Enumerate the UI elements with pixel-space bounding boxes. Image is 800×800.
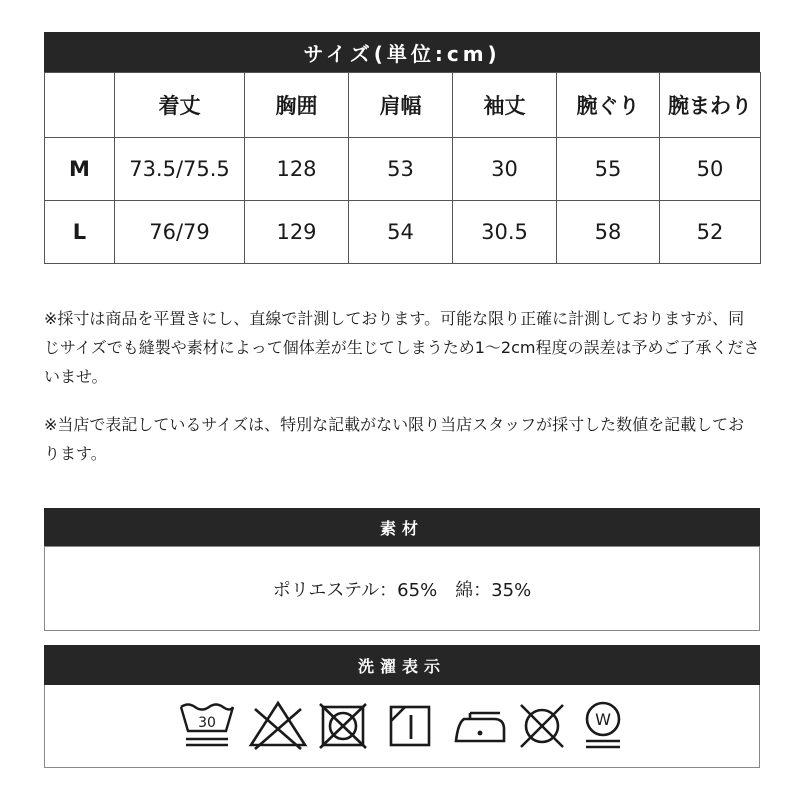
no-bleach-icon bbox=[247, 699, 309, 753]
material-text: ポリエステル：65% 綿：35% bbox=[272, 579, 532, 601]
corner-cell bbox=[45, 73, 115, 138]
measurement-note: ※採寸は商品を平置きにし、直線で計測しております。可能な限り正確に計測しておりますが、同じサイズでも縫製や素材によって個体差が生じてしまうため1～2cm程度の誤差は予めご了承くださいませ。 bbox=[44, 309, 760, 386]
wet-clean-gentle-icon bbox=[578, 699, 628, 753]
material-box bbox=[44, 546, 760, 631]
table-cell: 58 bbox=[557, 201, 660, 264]
material-title: 素材 bbox=[44, 508, 760, 546]
drip-dry-shade-icon bbox=[385, 699, 435, 753]
table-cell: 30.5 bbox=[453, 201, 557, 264]
column-header-sleeve: 袖丈 bbox=[453, 73, 557, 138]
washing-title: 洗濯表示 bbox=[44, 645, 760, 685]
size-table bbox=[44, 72, 761, 264]
table-cell: 54 bbox=[349, 201, 453, 264]
table-cell: 129 bbox=[245, 201, 349, 264]
care-symbols bbox=[44, 685, 760, 768]
table-cell: 128 bbox=[245, 138, 349, 201]
size-label: M bbox=[45, 138, 115, 201]
table-row bbox=[45, 138, 761, 201]
table-cell: 50 bbox=[660, 138, 761, 201]
size-table-title: サイズ(単位:cm) bbox=[44, 32, 760, 72]
wet-clean-letter: W bbox=[595, 710, 611, 729]
table-cell: 53 bbox=[349, 138, 453, 201]
table-cell: 30 bbox=[453, 138, 557, 201]
column-header-shoulder: 肩幅 bbox=[349, 73, 453, 138]
wash-30-gentle-icon bbox=[178, 699, 236, 753]
store-size-note: ※当店で表記しているサイズは、特別な記載がない限り当店スタッフが採寸した数値を記載しております。 bbox=[44, 415, 745, 463]
iron-low-icon bbox=[450, 699, 510, 753]
column-header-arm-circumference: 腕まわり bbox=[660, 73, 761, 138]
column-header-armhole: 腕ぐり bbox=[557, 73, 660, 138]
column-header-length: 着丈 bbox=[115, 73, 245, 138]
size-table-header-row bbox=[45, 73, 761, 138]
table-row bbox=[45, 201, 761, 264]
column-header-chest: 胸囲 bbox=[245, 73, 349, 138]
no-tumble-dry-icon bbox=[317, 699, 369, 753]
no-dry-clean-icon bbox=[515, 699, 569, 753]
table-cell: 73.5/75.5 bbox=[115, 138, 245, 201]
size-label: L bbox=[45, 201, 115, 264]
table-cell: 52 bbox=[660, 201, 761, 264]
wash-temp-label: 30 bbox=[198, 715, 216, 731]
table-cell: 76/79 bbox=[115, 201, 245, 264]
table-cell: 55 bbox=[557, 138, 660, 201]
